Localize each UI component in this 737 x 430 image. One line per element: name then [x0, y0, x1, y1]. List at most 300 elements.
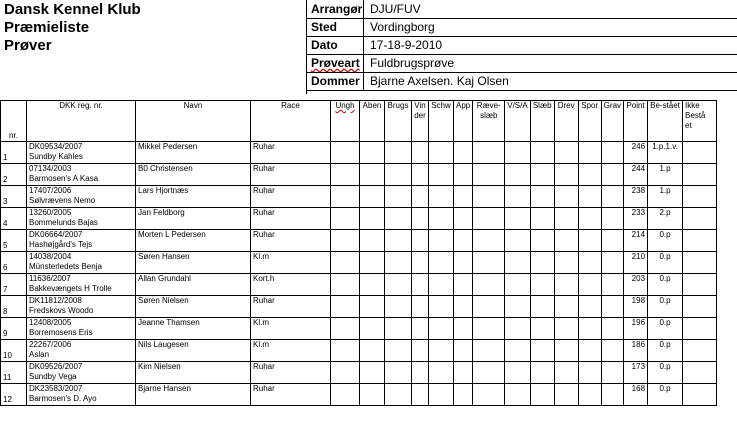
column-header: Ikke Bestå et: [683, 101, 717, 142]
empty-cell: [360, 186, 385, 208]
reg-dog-cell: [27, 362, 136, 384]
empty-cell: [385, 230, 412, 252]
empty-cell: [331, 362, 360, 384]
field-value: 17-18-9-2010: [370, 38, 443, 52]
empty-cell: [473, 230, 505, 252]
reg-number: 12408/2005: [29, 318, 72, 327]
empty-cell: [331, 340, 360, 362]
empty-cell: [505, 164, 530, 186]
empty-cell: [331, 186, 360, 208]
table-row: [1, 230, 717, 252]
empty-cell: [429, 164, 454, 186]
empty-cell: [429, 142, 454, 164]
not-passed: [683, 340, 717, 362]
row-number: 3: [1, 186, 27, 208]
owner-name: Jan Feldborg: [136, 208, 251, 230]
column-header: nr.: [1, 101, 27, 142]
not-passed: [683, 164, 717, 186]
result: 2.p: [648, 208, 683, 230]
not-passed: [683, 274, 717, 296]
column-header: Be-stået: [648, 101, 683, 142]
row-number: 10: [1, 340, 27, 362]
owner-name: B0 Christensen: [136, 164, 251, 186]
points: 186: [624, 340, 648, 362]
race: Ruhar: [251, 164, 331, 186]
table-header-row: [1, 101, 717, 142]
empty-cell: [331, 318, 360, 340]
empty-cell: [530, 296, 554, 318]
empty-cell: [505, 208, 530, 230]
empty-cell: [505, 384, 530, 406]
table-row: [1, 208, 717, 230]
table-row: [1, 340, 717, 362]
column-header: Grav: [601, 101, 623, 142]
empty-cell: [360, 384, 385, 406]
empty-cell: [331, 208, 360, 230]
empty-cell: [554, 208, 578, 230]
empty-cell: [601, 164, 623, 186]
field-value: Fuldbrugsprøve: [370, 56, 455, 70]
empty-cell: [554, 252, 578, 274]
empty-cell: [505, 186, 530, 208]
reg-number: 17407/2006: [29, 186, 72, 195]
empty-cell: [385, 296, 412, 318]
result: 1.p: [648, 186, 683, 208]
empty-cell: [601, 340, 623, 362]
race: Kl.m: [251, 252, 331, 274]
empty-cell: [601, 208, 623, 230]
points: 173: [624, 362, 648, 384]
empty-cell: [530, 362, 554, 384]
not-passed: [683, 318, 717, 340]
empty-cell: [473, 318, 505, 340]
race: Ruhar: [251, 208, 331, 230]
reg-dog-cell: [27, 230, 136, 252]
empty-cell: [530, 208, 554, 230]
reg-dog-cell: [27, 274, 136, 296]
points: 214: [624, 230, 648, 252]
empty-cell: [473, 274, 505, 296]
empty-cell: [454, 296, 473, 318]
dog-name: Sundby Kahles: [29, 152, 83, 161]
row-number: 12: [1, 384, 27, 406]
row-number: 11: [1, 362, 27, 384]
dog-name: Aslan: [29, 350, 50, 359]
empty-cell: [454, 340, 473, 362]
points: 196: [624, 318, 648, 340]
race: Ruhar: [251, 142, 331, 164]
column-header: V/S/A: [505, 101, 530, 142]
row-number: 7: [1, 274, 27, 296]
empty-cell: [360, 164, 385, 186]
empty-cell: [578, 274, 601, 296]
owner-name: Jeanne Thamsen: [136, 318, 251, 340]
column-header: DKK reg. nr.: [27, 101, 136, 142]
dog-name: Barmosen's D. Ayo: [29, 394, 97, 403]
owner-name: Nils Laugesen: [136, 340, 251, 362]
owner-name: Morten L Pedersen: [136, 230, 251, 252]
reg-number: 07134/2003: [29, 164, 72, 173]
reg-number: 13260/2005: [29, 208, 72, 217]
empty-cell: [412, 340, 429, 362]
empty-cell: [601, 362, 623, 384]
field-label: Arrangør: [306, 0, 364, 18]
empty-cell: [578, 318, 601, 340]
empty-cell: [454, 318, 473, 340]
reg-number: DK23583/2007: [29, 384, 83, 393]
empty-cell: [360, 142, 385, 164]
empty-cell: [429, 252, 454, 274]
empty-cell: [360, 230, 385, 252]
table-row: [1, 142, 717, 164]
empty-cell: [601, 230, 623, 252]
empty-cell: [578, 230, 601, 252]
dog-name: Sundby Vega: [29, 372, 77, 381]
field-proveart: [306, 54, 737, 73]
field-dommer: [306, 72, 737, 91]
column-header: Brugs: [385, 101, 412, 142]
empty-cell: [385, 164, 412, 186]
empty-cell: [530, 340, 554, 362]
empty-cell: [601, 186, 623, 208]
empty-cell: [601, 142, 623, 164]
empty-cell: [454, 384, 473, 406]
empty-cell: [505, 252, 530, 274]
empty-cell: [412, 296, 429, 318]
empty-cell: [505, 340, 530, 362]
owner-name: Allan Grundahl: [136, 274, 251, 296]
empty-cell: [331, 384, 360, 406]
field-label: Prøveart: [306, 54, 364, 72]
empty-cell: [554, 230, 578, 252]
empty-cell: [578, 208, 601, 230]
empty-cell: [429, 384, 454, 406]
owner-name: Kim Nielsen: [136, 362, 251, 384]
empty-cell: [473, 164, 505, 186]
result: 0.p: [648, 274, 683, 296]
empty-cell: [601, 318, 623, 340]
race: Ruhar: [251, 362, 331, 384]
reg-dog-cell: [27, 318, 136, 340]
reg-dog-cell: [27, 186, 136, 208]
empty-cell: [601, 274, 623, 296]
result: 0.p: [648, 296, 683, 318]
empty-cell: [454, 274, 473, 296]
not-passed: [683, 362, 717, 384]
empty-cell: [530, 164, 554, 186]
empty-cell: [331, 142, 360, 164]
column-header: Aben: [360, 101, 385, 142]
empty-cell: [554, 164, 578, 186]
empty-cell: [385, 340, 412, 362]
table-row: [1, 318, 717, 340]
empty-cell: [505, 318, 530, 340]
empty-cell: [473, 208, 505, 230]
empty-cell: [331, 164, 360, 186]
points: 168: [624, 384, 648, 406]
empty-cell: [429, 186, 454, 208]
club-name: Dansk Kennel Klub: [4, 1, 141, 18]
field-arrangor: [306, 0, 737, 19]
empty-cell: [473, 296, 505, 318]
empty-cell: [412, 274, 429, 296]
field-sted: [306, 18, 737, 37]
column-header: Vin der: [412, 101, 429, 142]
table-row: [1, 186, 717, 208]
empty-cell: [505, 274, 530, 296]
table-row: [1, 362, 717, 384]
result: 0.p: [648, 384, 683, 406]
race: Ruhar: [251, 186, 331, 208]
empty-cell: [385, 208, 412, 230]
points: 244: [624, 164, 648, 186]
race: Kl.m: [251, 318, 331, 340]
points: 238: [624, 186, 648, 208]
owner-name: Søren Nielsen: [136, 296, 251, 318]
row-number: 9: [1, 318, 27, 340]
table-row: [1, 384, 717, 406]
dog-name: Barmosen's A Kasa: [29, 174, 99, 183]
empty-cell: [473, 252, 505, 274]
empty-cell: [473, 340, 505, 362]
empty-cell: [601, 384, 623, 406]
empty-cell: [554, 296, 578, 318]
points: 246: [624, 142, 648, 164]
reg-number: DK11812/2008: [29, 296, 82, 305]
points: 203: [624, 274, 648, 296]
empty-cell: [331, 230, 360, 252]
row-number: 5: [1, 230, 27, 252]
row-number: 1: [1, 142, 27, 164]
empty-cell: [554, 274, 578, 296]
field-value: Bjarne Axelsen. Kaj Olsen: [370, 74, 509, 88]
field-dato: [306, 36, 737, 55]
empty-cell: [554, 384, 578, 406]
empty-cell: [429, 208, 454, 230]
dog-name: Fredskovs Woodo: [29, 306, 94, 315]
column-header: Ungh: [331, 101, 360, 142]
empty-cell: [385, 274, 412, 296]
column-header: Slæb: [530, 101, 554, 142]
result: 0.p: [648, 318, 683, 340]
dog-name: Hashøjgård's Tejs: [29, 240, 93, 249]
not-passed: [683, 296, 717, 318]
empty-cell: [578, 252, 601, 274]
empty-cell: [454, 252, 473, 274]
points: 198: [624, 296, 648, 318]
race: Ruhar: [251, 384, 331, 406]
empty-cell: [601, 252, 623, 274]
empty-cell: [530, 186, 554, 208]
dog-name: Borremosens Eris: [29, 328, 93, 337]
column-header: Navn: [136, 101, 251, 142]
empty-cell: [454, 186, 473, 208]
empty-cell: [578, 186, 601, 208]
not-passed: [683, 142, 717, 164]
column-header: Schw: [429, 101, 454, 142]
empty-cell: [360, 340, 385, 362]
result: 1.p: [648, 164, 683, 186]
empty-cell: [454, 230, 473, 252]
empty-cell: [412, 362, 429, 384]
empty-cell: [578, 296, 601, 318]
document-header: [0, 0, 737, 94]
empty-cell: [412, 186, 429, 208]
empty-cell: [554, 340, 578, 362]
column-header: Spor: [578, 101, 601, 142]
empty-cell: [454, 142, 473, 164]
empty-cell: [385, 318, 412, 340]
empty-cell: [360, 318, 385, 340]
result: 0.p: [648, 230, 683, 252]
empty-cell: [554, 186, 578, 208]
reg-number: 11636/2007: [29, 274, 71, 283]
list-title: Præmieliste: [4, 19, 90, 36]
not-passed: [683, 186, 717, 208]
empty-cell: [601, 296, 623, 318]
table-row: [1, 164, 717, 186]
not-passed: [683, 208, 717, 230]
empty-cell: [530, 274, 554, 296]
empty-cell: [385, 252, 412, 274]
reg-dog-cell: [27, 208, 136, 230]
empty-cell: [429, 296, 454, 318]
empty-cell: [412, 230, 429, 252]
row-number: 4: [1, 208, 27, 230]
dog-name: Bakkevængets H Trolle: [29, 284, 112, 293]
empty-cell: [385, 142, 412, 164]
column-header: Ræve-slæb: [473, 101, 505, 142]
empty-cell: [412, 252, 429, 274]
empty-cell: [505, 142, 530, 164]
race: Ruhar: [251, 296, 331, 318]
reg-dog-cell: [27, 384, 136, 406]
empty-cell: [360, 274, 385, 296]
column-header: Race: [251, 101, 331, 142]
result: 0.p: [648, 252, 683, 274]
header-title-block: [0, 0, 307, 94]
field-value: DJU/FUV: [370, 2, 421, 16]
dog-name: Münsterledets Benja: [29, 262, 102, 271]
column-header: App: [454, 101, 473, 142]
not-passed: [683, 384, 717, 406]
tests-title: Prøver: [4, 37, 52, 54]
empty-cell: [530, 384, 554, 406]
empty-cell: [473, 186, 505, 208]
race: Kl.m: [251, 340, 331, 362]
empty-cell: [578, 362, 601, 384]
empty-cell: [412, 164, 429, 186]
reg-dog-cell: [27, 142, 136, 164]
empty-cell: [505, 362, 530, 384]
empty-cell: [554, 142, 578, 164]
field-label: Sted: [306, 18, 364, 36]
empty-cell: [505, 230, 530, 252]
results-table: [0, 100, 717, 406]
empty-cell: [331, 296, 360, 318]
results-body: [1, 142, 717, 406]
table-row: [1, 274, 717, 296]
empty-cell: [454, 164, 473, 186]
owner-name: Bjarne Hansen: [136, 384, 251, 406]
empty-cell: [530, 142, 554, 164]
empty-cell: [473, 384, 505, 406]
column-header: Drev: [554, 101, 578, 142]
empty-cell: [385, 384, 412, 406]
result: 0.p: [648, 362, 683, 384]
empty-cell: [412, 142, 429, 164]
field-label: Dommer: [306, 72, 364, 90]
reg-number: 14038/2004: [29, 252, 72, 261]
empty-cell: [578, 142, 601, 164]
empty-cell: [578, 164, 601, 186]
empty-cell: [385, 186, 412, 208]
empty-cell: [429, 340, 454, 362]
empty-cell: [578, 384, 601, 406]
owner-name: Søren Hansen: [136, 252, 251, 274]
empty-cell: [385, 362, 412, 384]
reg-number: DK06664/2007: [29, 230, 83, 239]
not-passed: [683, 230, 717, 252]
race: Ruhar: [251, 230, 331, 252]
empty-cell: [429, 362, 454, 384]
row-number: 2: [1, 164, 27, 186]
empty-cell: [360, 362, 385, 384]
empty-cell: [578, 340, 601, 362]
empty-cell: [412, 318, 429, 340]
empty-cell: [530, 230, 554, 252]
row-number: 8: [1, 296, 27, 318]
empty-cell: [331, 274, 360, 296]
empty-cell: [454, 362, 473, 384]
empty-cell: [412, 208, 429, 230]
points: 233: [624, 208, 648, 230]
reg-dog-cell: [27, 296, 136, 318]
empty-cell: [473, 362, 505, 384]
empty-cell: [454, 208, 473, 230]
empty-cell: [412, 384, 429, 406]
empty-cell: [360, 208, 385, 230]
empty-cell: [530, 318, 554, 340]
field-value: Vordingborg: [370, 20, 435, 34]
empty-cell: [473, 142, 505, 164]
result: 1.p.1.v.: [648, 142, 683, 164]
reg-number: DK09534/2007: [29, 142, 83, 151]
empty-cell: [360, 252, 385, 274]
points: 210: [624, 252, 648, 274]
empty-cell: [331, 252, 360, 274]
dog-name: Sølvrævens Nemo: [29, 196, 96, 205]
row-number: 6: [1, 252, 27, 274]
table-row: [1, 252, 717, 274]
empty-cell: [530, 252, 554, 274]
not-passed: [683, 252, 717, 274]
empty-cell: [429, 274, 454, 296]
reg-dog-cell: [27, 340, 136, 362]
empty-cell: [554, 318, 578, 340]
empty-cell: [505, 296, 530, 318]
empty-cell: [554, 362, 578, 384]
reg-number: 22267/2006: [29, 340, 72, 349]
result: 0.p: [648, 340, 683, 362]
column-header: Point: [624, 101, 648, 142]
dog-name: Bommelunds Bajas: [29, 218, 98, 227]
table-row: [1, 296, 717, 318]
empty-cell: [429, 230, 454, 252]
reg-dog-cell: [27, 252, 136, 274]
owner-name: Mikkel Pedersen: [136, 142, 251, 164]
owner-name: Lars Hjortnæs: [136, 186, 251, 208]
